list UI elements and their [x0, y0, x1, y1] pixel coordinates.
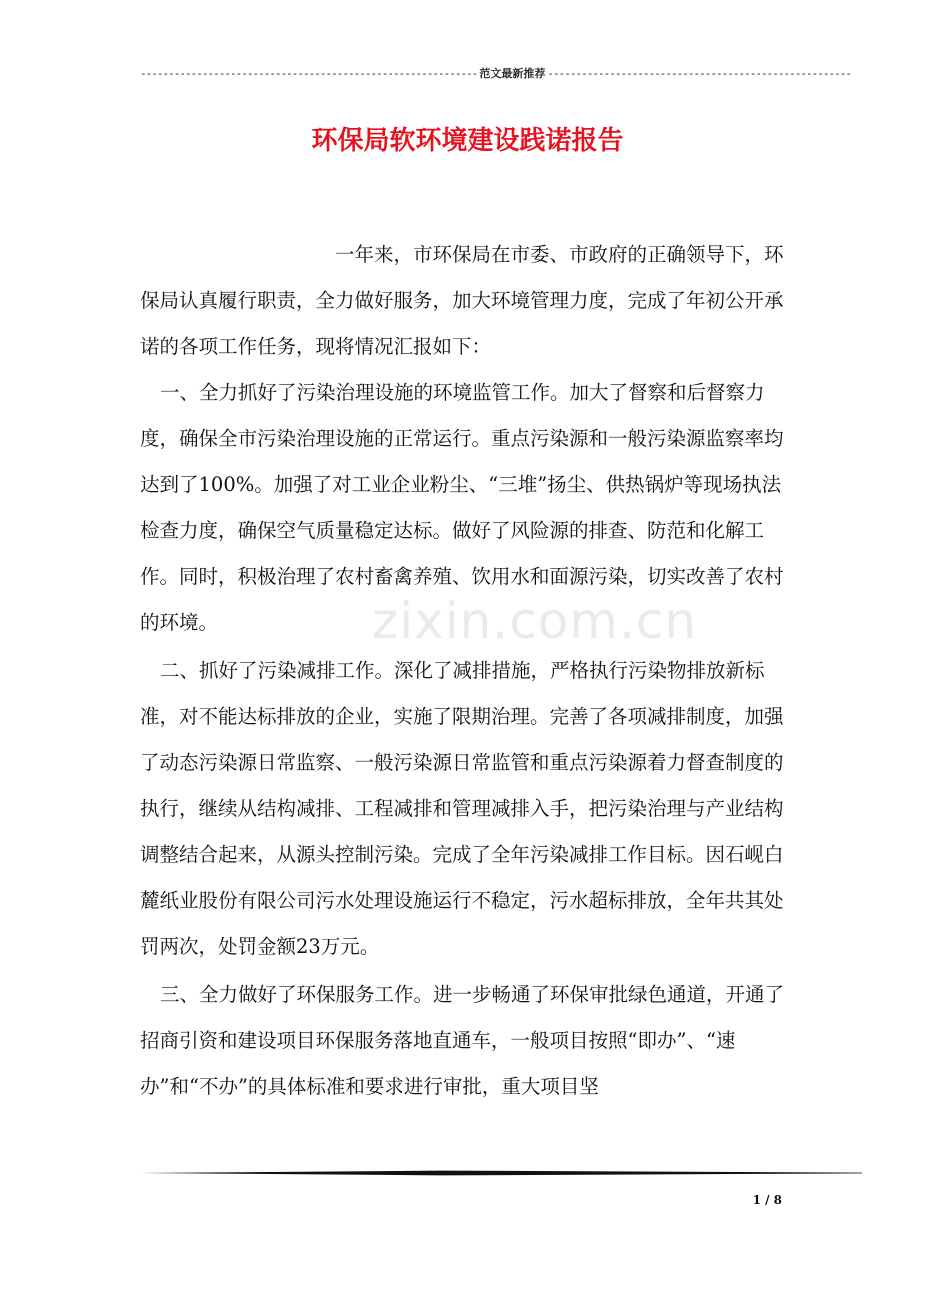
- page-header: [140, 66, 851, 82]
- header-dashes-right: ------------------------------------------------------: [547, 67, 851, 80]
- section-paragraph-3: 三、全力做好了环保服务工作。进一步畅通了环保审批绿色通道，开通了招商引资和建设项目环保服务落地直通车，一般项目按照“即办”、“速办”和“不办”的具体标准和要求进行审批，重大项目坚: [140, 983, 785, 1098]
- document-title: 环保局软环境建设践诺报告: [311, 126, 624, 156]
- header-dashes-left: ------------------------------------------------------------: [140, 67, 478, 80]
- header-label: 范文最新推荐: [479, 67, 546, 80]
- document-body: [140, 232, 785, 1110]
- section-paragraph-2: 二、抓好了污染减排工作。深化了减排措施，严格执行污染物排放新标准，对不能达标排放的企业，实施了限期治理。完善了各项减排制度，加强了动态污染源日常监察、一般污染源日常监管和重点污染源着力督查制度的执行，继续从结构减排、工程减排和管理减排入手，把污染治理与产业结构调整结合起来，从源头控制污染。完成了全年污染减排工作目标。因石岘白麓纸业股份有限公司污水处理设施运行不稳定，污水超标排放，全年共其处罚两次，处罚金额23万元。: [140, 659, 784, 958]
- watermark: zixin.com.cn: [372, 592, 698, 650]
- intro-paragraph: 一年来，市环保局在市委、市政府的正确领导下，环保局认真履行职责，全力做好服务，加大环境管理力度，完成了年初公开承诺的各项工作任务，现将情况汇报如下：: [140, 243, 784, 358]
- section-paragraph-1: 一、全力抓好了污染治理设施的环境监管工作。加大了督察和后督察力度，确保全市污染治理设施的正常运行。重点污染源和一般污染源监察率均达到了100%。加强了对工业企业粉尘、“三堆”扬尘、供热锅炉等现场执法检查力度，确保空气质量稳定达标。做好了风险源的排查、防范和化解工作。同时，积极治理了农村畜禽养殖、饮用水和面源污染，切实改善了农村的环境。: [140, 381, 784, 634]
- page-number: 1 / 8: [752, 1193, 782, 1207]
- footer-divider: [140, 1170, 862, 1176]
